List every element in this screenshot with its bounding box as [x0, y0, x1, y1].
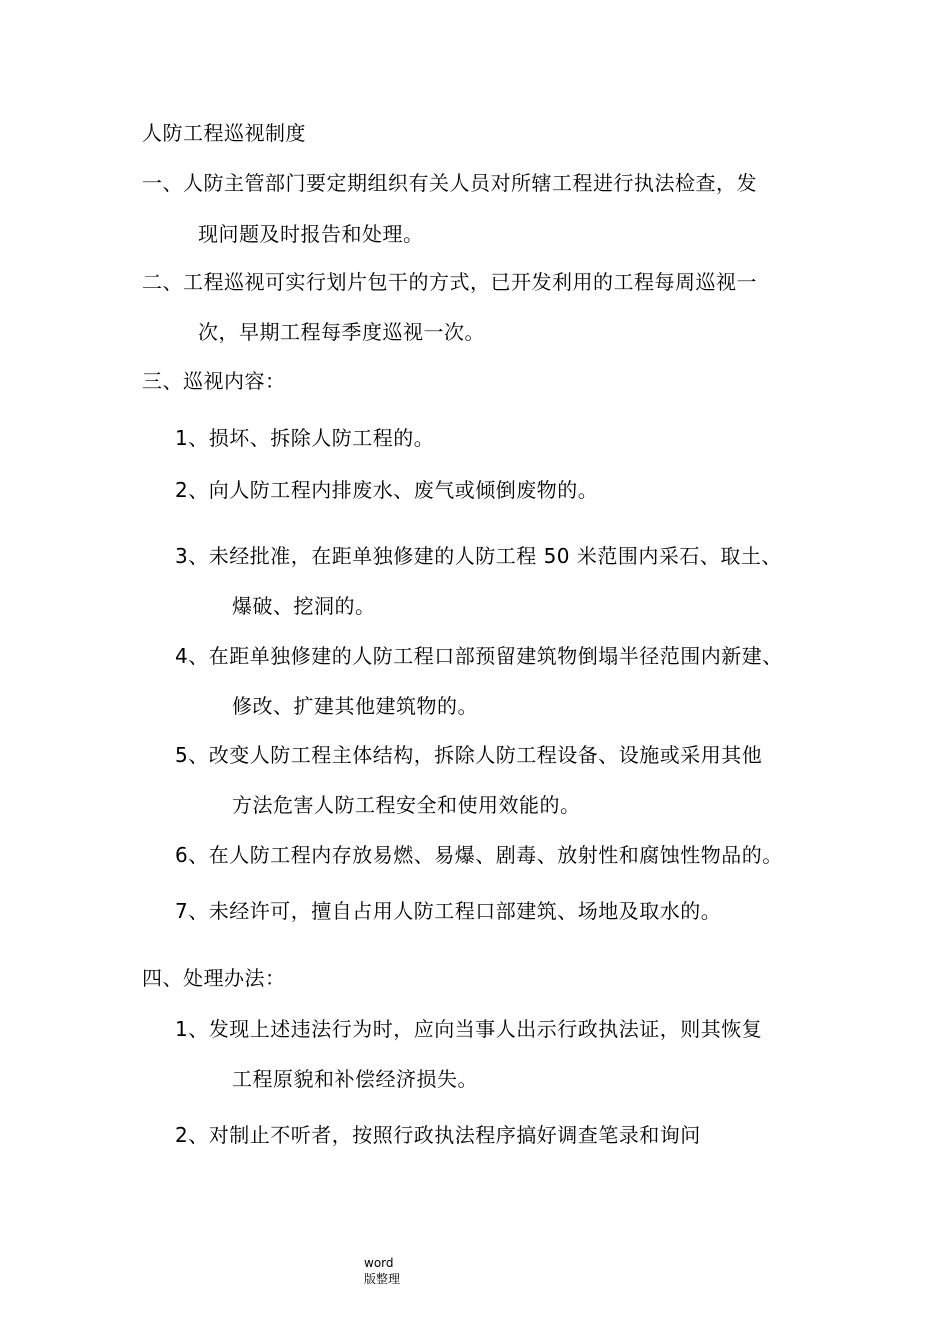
inspection-item-5-line-2: 方法危害人防工程安全和使用效能的。: [232, 793, 581, 817]
inspection-item-1: 1、损坏、拆除人防工程的。: [175, 426, 435, 450]
inspection-item-3-line-2: 爆破、挖洞的。: [232, 594, 376, 618]
footer-edition-note: 版整理: [364, 1272, 401, 1286]
inspection-item-5-line-1: 5、改变人防工程主体结构，拆除人防工程设备、设施或采用其他: [175, 743, 763, 767]
section-4-heading: 四、处理办法：: [142, 966, 286, 990]
handling-item-1-line-1: 1、发现上述违法行为时，应向当事人出示行政执法证，则其恢复: [175, 1017, 763, 1041]
section-3-heading: 三、巡视内容：: [142, 369, 286, 393]
section-1-line-2: 现问题及时报告和处理。: [198, 222, 424, 246]
inspection-item-4-line-1: 4、在距单独修建的人防工程口部预留建筑物倒塌半径范围内新建、: [175, 644, 783, 668]
inspection-item-4-line-2: 修改、扩建其他建筑物的。: [232, 694, 478, 718]
footer-word: word: [364, 1256, 394, 1270]
section-2-line-2: 次，早期工程每季度巡视一次。: [198, 320, 485, 344]
handling-item-1-line-2: 工程原貌和补偿经济损失。: [232, 1067, 478, 1091]
inspection-item-2: 2、向人防工程内排废水、废气或倾倒废物的。: [175, 478, 599, 502]
inspection-item-6: 6、在人防工程内存放易燃、易爆、剧毒、放射性和腐蚀性物品的。: [175, 843, 783, 867]
inspection-item-3-line-1: 3、未经批准，在距单独修建的人防工程 50 米范围内采石、取土、: [175, 544, 782, 568]
section-1-line-1: 一、人防主管部门要定期组织有关人员对所辖工程进行执法检查，发: [142, 171, 757, 195]
inspection-item-7: 7、未经许可，擅自占用人防工程口部建筑、场地及取水的。: [175, 899, 722, 923]
section-2-line-1: 二、工程巡视可实行划片包干的方式，已开发利用的工程每周巡视一: [142, 270, 757, 294]
handling-item-2: 2、对制止不听者，按照行政执法程序搞好调查笔录和询问: [175, 1123, 701, 1147]
document-title: 人防工程巡视制度: [142, 121, 306, 145]
